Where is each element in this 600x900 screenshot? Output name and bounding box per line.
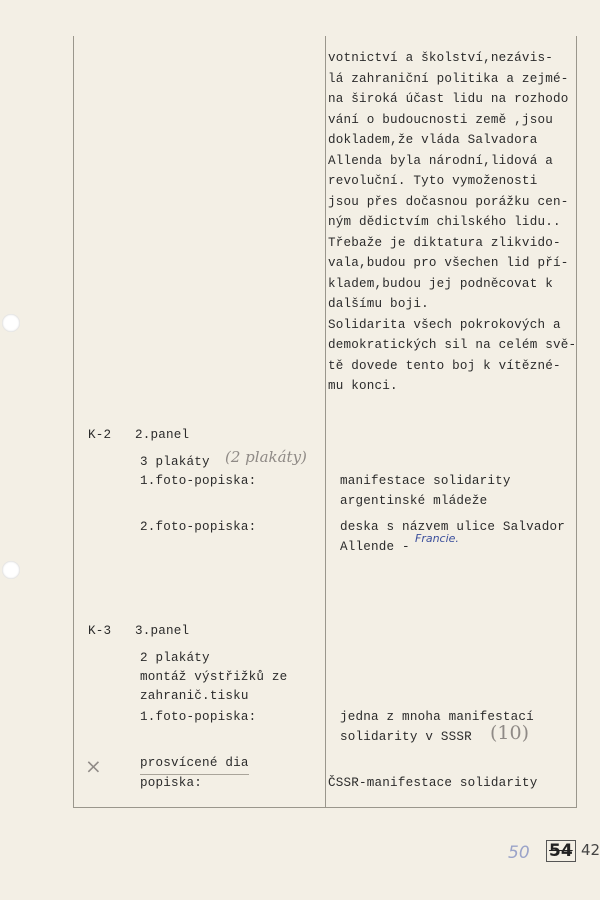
caption2-label-k2: 2.foto-popiska: xyxy=(140,520,257,534)
punch-hole-lower xyxy=(2,561,20,579)
continuation-line: lá zahraniční politika a zejmé- xyxy=(328,71,569,86)
panel-label-k2: 2.panel xyxy=(135,428,190,442)
partial-page-number: 42 xyxy=(581,841,600,859)
section-code-k3: K-3 xyxy=(88,624,112,638)
posters-k3: 2 plakáty xyxy=(140,651,210,665)
continuation-line: dalšímu boji. xyxy=(328,297,429,311)
continuation-line: Allenda byla národní,lidová a xyxy=(328,153,553,168)
table-divider xyxy=(325,36,326,808)
handwritten-posters-note-k2: (2 plakáty) xyxy=(225,448,307,466)
continuation-line: mu konci. xyxy=(328,379,398,393)
slide-label-k3: prosvícené dia xyxy=(140,753,249,775)
caption1-label-k3: 1.foto-popiska: xyxy=(140,710,257,724)
continuation-line: kladem,budou jej podněcovat k xyxy=(328,276,553,291)
continuation-line: tě dovede tento boj k vítězné- xyxy=(328,358,561,373)
caption1-label-k2: 1.foto-popiska: xyxy=(140,474,257,488)
caption1-text-k3-line2: solidarity v SSSR xyxy=(340,730,472,744)
table-left-border xyxy=(73,36,74,808)
panel-label-k3: 3.panel xyxy=(135,624,190,638)
handwritten-country-note: Francie. xyxy=(415,532,459,545)
caption2-text-k2-line2: Allende - xyxy=(340,540,410,554)
struck-page-number: 54 xyxy=(546,840,576,862)
handwritten-count-note: (10) xyxy=(490,722,530,744)
continuation-line: jsou přes dočasnou porážku cen- xyxy=(328,194,569,209)
caption1-text-k2-line1: manifestace solidarity xyxy=(340,474,511,488)
pencil-cross-mark: × xyxy=(85,754,102,778)
continuation-line: na široká účast lidu na rozhodo xyxy=(328,92,569,106)
continuation-line: ným dědictvím chilského lidu.. xyxy=(328,215,561,229)
continuation-line: Solidarita všech pokrokových a xyxy=(328,317,561,332)
slide-caption-text-k3: ČSSR-manifestace solidarity xyxy=(328,776,538,790)
caption1-text-k2-line2: argentinské mládeže xyxy=(340,494,488,508)
continuation-line: Třebaže je diktatura zlikvido- xyxy=(328,235,561,250)
continuation-line: vání o budoucnosti země ,jsou xyxy=(328,112,553,127)
montage-k3-line2: zahranič.tisku xyxy=(140,689,249,703)
posters-k2: 3 plakáty xyxy=(140,455,210,469)
pencil-page-number: 50 xyxy=(508,843,530,863)
section-code-k2: K-2 xyxy=(88,428,112,442)
punch-hole-upper xyxy=(2,314,20,332)
table-bottom-border xyxy=(73,807,577,808)
slide-caption-label-k3: popiska: xyxy=(140,776,203,790)
continuation-line: dokladem,že vláda Salvadora xyxy=(328,133,538,147)
caption2-text-k2-line1: deska s názvem ulice Salvador xyxy=(340,520,565,534)
continuation-line: demokratických sil na celém svě- xyxy=(328,338,577,352)
caption1-text-k3-line1: jedna z mnoha manifestací xyxy=(340,710,534,724)
continuation-line: votnictví a školství,nezávis- xyxy=(328,51,553,65)
continuation-line: vala,budou pro všechen lid pří- xyxy=(328,256,569,270)
continuation-line: revoluční. Tyto vymoženosti xyxy=(328,174,538,188)
continuation-text xyxy=(328,48,576,397)
montage-k3: montáž výstřižků ze xyxy=(140,670,288,684)
